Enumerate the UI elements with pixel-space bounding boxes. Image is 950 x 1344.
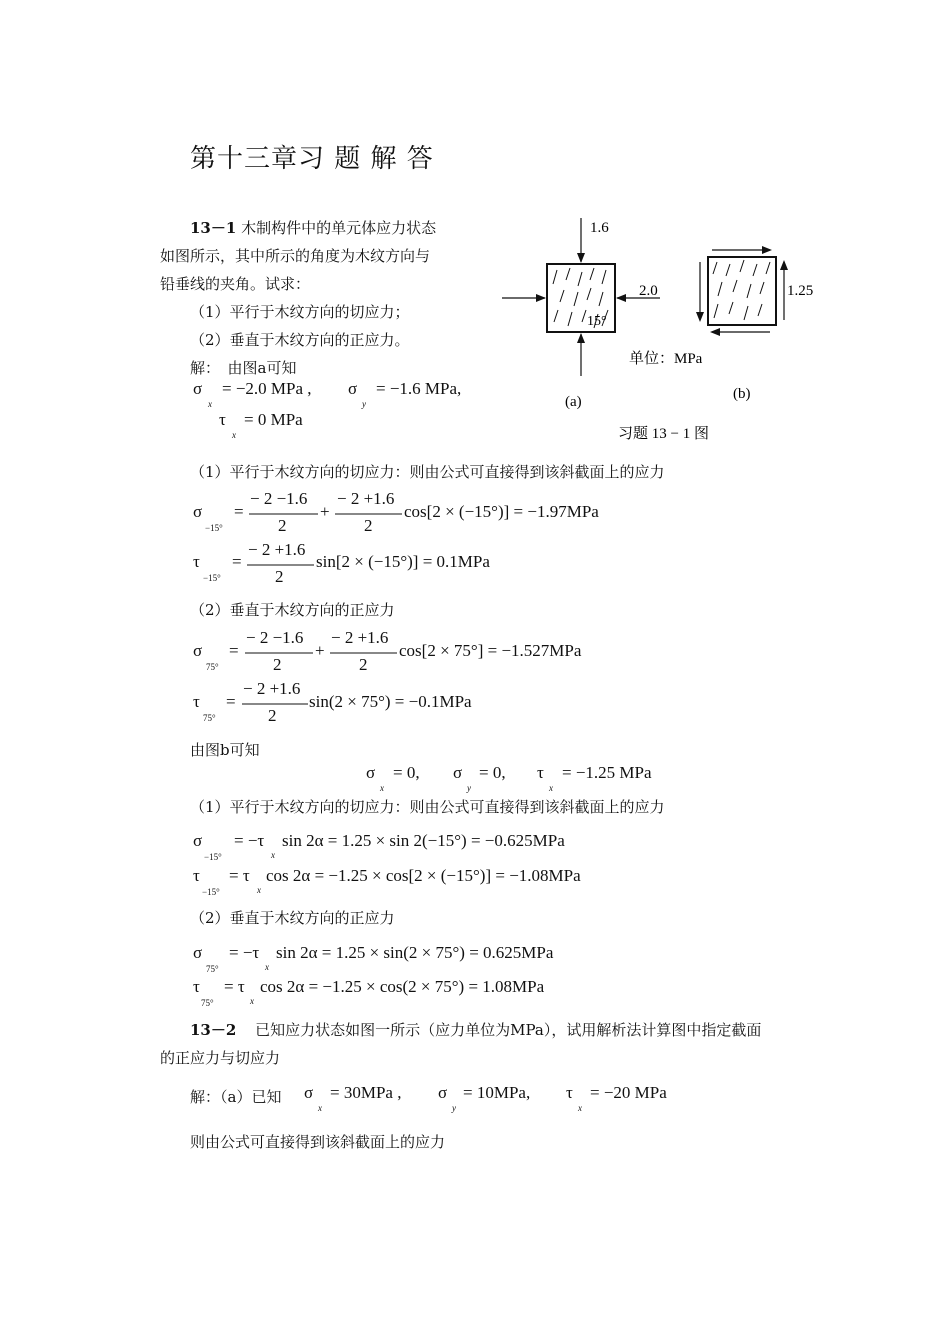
value: = −20 MPa: [590, 1083, 667, 1102]
fraction-denominator: 2: [364, 516, 373, 535]
problem-13-2-line2: 的正应力与切应力: [160, 1049, 281, 1067]
subscript: y: [452, 1103, 456, 1113]
question-1: （1）平行于木纹方向的切应力；: [190, 303, 410, 321]
eq-rest: cos[2 × 75°] = −1.527MPa: [399, 641, 582, 660]
subscript: x: [232, 430, 236, 440]
sigma-y-given: σ: [453, 763, 463, 782]
fraction-denominator: 2: [275, 567, 284, 586]
sigma-y-given: σ: [348, 379, 358, 398]
shear-label: 1.25: [787, 283, 814, 299]
label-b: (b): [733, 386, 751, 402]
eq-equals: =: [229, 641, 239, 660]
subscript: x: [549, 783, 553, 793]
value: = 30MPa ,: [330, 1083, 402, 1102]
problem-text: 木制构件中的单元体应力状态: [241, 219, 437, 237]
arrow-head: [616, 294, 626, 302]
arrow-head: [710, 328, 720, 336]
eq-lhs: = τ: [224, 977, 245, 996]
problem-13-2-line1: [190, 1019, 761, 1040]
arrow-head: [696, 312, 704, 322]
sigma-x-given: [193, 379, 202, 399]
sigma-x-given: σ: [366, 763, 376, 782]
eq-rest: cos[2 × (−15°)] = −1.97MPa: [404, 502, 599, 521]
question-2: （2）垂直于木纹方向的正应力。: [190, 331, 410, 349]
eq-lhs: = τ: [229, 866, 250, 885]
fraction-numerator: − 2 +1.6: [331, 628, 389, 647]
fraction-denominator: 2: [359, 655, 368, 674]
eq-symbol: τ: [193, 866, 200, 885]
eq-subscript: x: [271, 850, 275, 860]
value: = 10MPa,: [463, 1083, 531, 1102]
eq-lhs: = −τ: [229, 943, 260, 962]
eq-rest: cos 2α = −1.25 × cos(2 × 75°) = 1.08MPa: [260, 977, 545, 996]
eq-lhs: = −τ: [234, 831, 265, 850]
eq-symbol: τ: [193, 692, 200, 711]
value: = 0,: [479, 763, 506, 782]
symbol: σ: [193, 379, 203, 398]
right-load-label: 2.0: [639, 283, 658, 299]
fraction-numerator: − 2 +1.6: [243, 679, 301, 698]
solution-intro: 解：（a）已知: [190, 1088, 282, 1106]
value: = −1.6 MPa,: [376, 379, 462, 398]
eq-rest: cos 2α = −1.25 × cos[2 × (−15°)] = −1.08MPa: [266, 866, 581, 885]
eq-rest: sin(2 × 75°) = −0.1MPa: [309, 692, 472, 711]
arrow-head: [780, 260, 788, 270]
section-head: （2）垂直于木纹方向的正应力: [190, 909, 395, 927]
problem-number: 13－1: [190, 219, 237, 237]
value: = −1.25 MPa: [562, 763, 652, 782]
subscript: y: [362, 399, 366, 409]
figure-b-intro: 由图b可知: [190, 741, 260, 759]
figure-caption: 习题 13 − 1 图: [618, 426, 709, 442]
arrow-head: [577, 333, 585, 343]
problem-number: 13－2: [190, 1021, 237, 1039]
arrow-head: [536, 294, 546, 302]
top-load-label: 1.6: [590, 220, 609, 236]
fraction-numerator: − 2 +1.6: [248, 540, 306, 559]
eq-plus: +: [320, 502, 330, 521]
subscript: x: [208, 399, 212, 409]
arrow-head: [577, 253, 585, 263]
fraction-denominator: 2: [268, 706, 277, 725]
subscript: x: [578, 1103, 582, 1113]
eq-subscript: 75°: [206, 662, 219, 672]
eq-rest: sin[2 × (−15°)] = 0.1MPa: [316, 552, 490, 571]
eq-subscript: x: [257, 885, 261, 895]
arrow-head: [762, 246, 772, 254]
eq-subscript: −15°: [202, 887, 220, 897]
problem-13-1-line3: 铅垂线的夹角。试求：: [160, 275, 311, 293]
stress-element-figure: [490, 210, 830, 450]
eq-subscript: −15°: [204, 852, 222, 862]
fraction-numerator: − 2 −1.6: [250, 489, 308, 508]
value: = −2.0 MPa ,: [222, 379, 312, 398]
eq-symbol: σ: [193, 943, 203, 962]
sigma-x-given: σ: [304, 1083, 314, 1102]
eq-subscript: 75°: [201, 998, 214, 1008]
unit-label: 单位：MPa: [629, 351, 703, 367]
tau-x-given: τ: [537, 763, 544, 782]
eq-plus: +: [315, 641, 325, 660]
eq-subscript: 75°: [206, 964, 219, 974]
eq-subscript: x: [265, 962, 269, 972]
section-head: （1）平行于木纹方向的切应力：则由公式可直接得到该斜截面上的应力: [190, 798, 665, 816]
problem-13-1-line2: 如图所示，其中所示的角度为木纹方向与: [160, 247, 431, 265]
eq-rest: sin 2α = 1.25 × sin(2 × 75°) = 0.625MPa: [276, 943, 554, 962]
closing-line: 则由公式可直接得到该斜截面上的应力: [190, 1133, 446, 1151]
subscript: x: [318, 1103, 322, 1113]
eq-symbol: σ: [193, 502, 203, 521]
eq-subscript: x: [250, 996, 254, 1006]
tau-x-given: τ: [219, 410, 226, 429]
eq-equals: =: [232, 552, 242, 571]
section-head: （1）平行于木纹方向的切应力：则由公式可直接得到该斜截面上的应力: [190, 463, 665, 481]
problem-text: 已知应力状态如图一所示（应力单位为MPa），试用解析法计算图中指定截面: [255, 1021, 762, 1039]
section-head: （2）垂直于木纹方向的正应力: [190, 601, 395, 619]
fraction-numerator: − 2 −1.6: [246, 628, 304, 647]
problem-13-1-line1: [190, 217, 436, 238]
fraction-denominator: 2: [273, 655, 282, 674]
label-a: (a): [565, 394, 582, 410]
eq-rest: sin 2α = 1.25 × sin 2(−15°) = −0.625MPa: [282, 831, 565, 850]
value: = 0,: [393, 763, 420, 782]
eq-symbol: σ: [193, 641, 203, 660]
fraction-numerator: − 2 +1.6: [337, 489, 395, 508]
wood-grain-b: [713, 260, 770, 320]
eq-symbol: τ: [193, 977, 200, 996]
angle-label: 15°: [587, 314, 607, 329]
fraction-denominator: 2: [278, 516, 287, 535]
eq-symbol: τ: [193, 552, 200, 571]
eq-equals: =: [234, 502, 244, 521]
eq-subscript: −15°: [203, 573, 221, 583]
eq-subscript: −15°: [205, 523, 223, 533]
value: = 0 MPa: [244, 410, 303, 429]
page-title: 第十三章习 题 解 答: [190, 144, 434, 174]
subscript: y: [467, 783, 471, 793]
sigma-y-given: σ: [438, 1083, 448, 1102]
eq-subscript: 75°: [203, 713, 216, 723]
subscript: x: [380, 783, 384, 793]
solution-intro: 解： 由图a可知: [190, 359, 297, 377]
eq-symbol: σ: [193, 831, 203, 850]
tau-x-given: τ: [566, 1083, 573, 1102]
eq-equals: =: [226, 692, 236, 711]
